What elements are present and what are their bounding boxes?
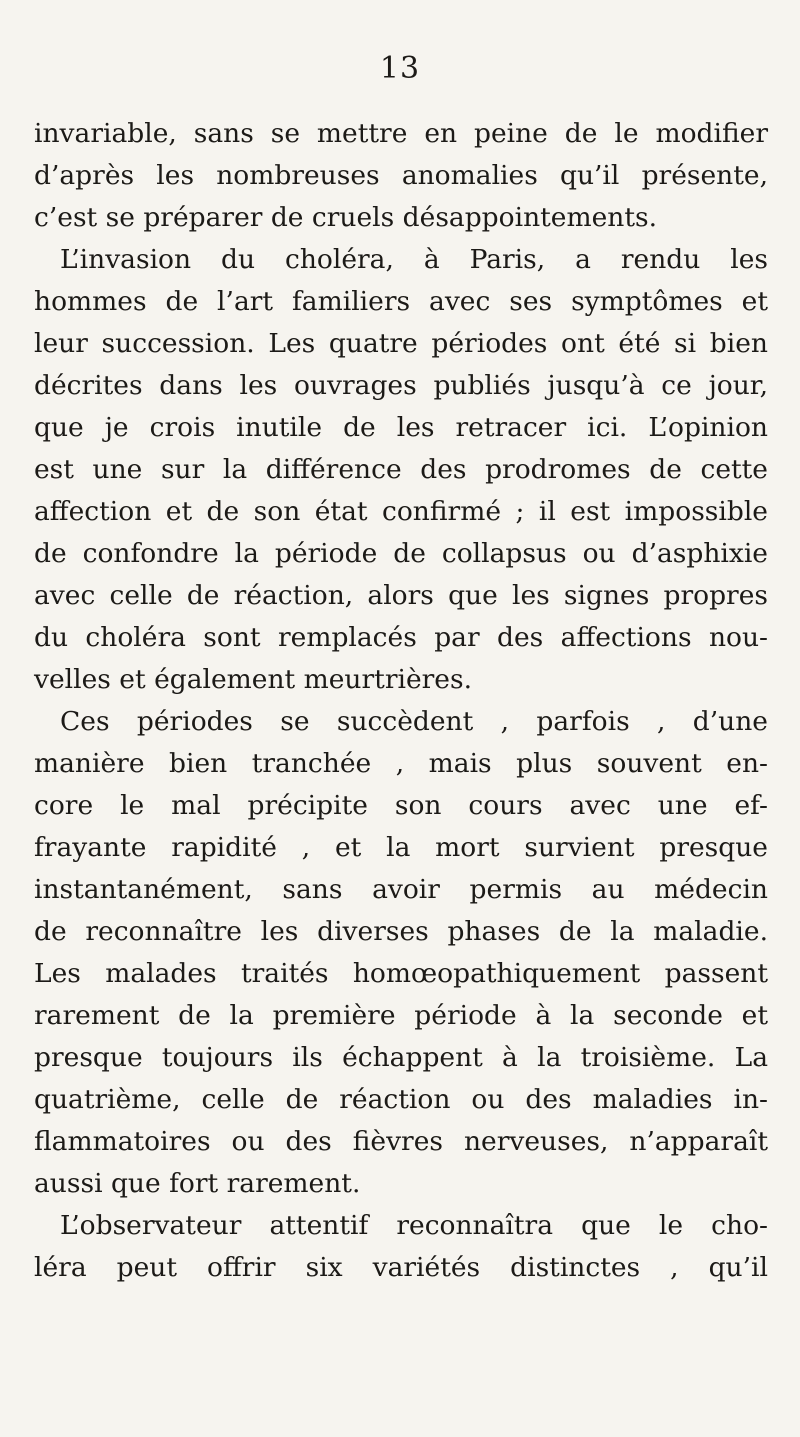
text-line: presque toujours ils échappent à la troisième. La: [34, 1042, 768, 1073]
text-line: flammatoires ou des fièvres nerveuses, n’apparaît: [34, 1126, 768, 1157]
text-line: est une sur la différence des prodromes de cette: [34, 454, 768, 485]
text-line: c’est se préparer de cruels désappointements.: [34, 202, 658, 233]
text-line: hommes de l’art familiers avec ses symptômes et: [34, 286, 768, 317]
text-line: Ces périodes se succèdent , parfois , d’une: [60, 706, 768, 737]
text-line: L’observateur attentif reconnaîtra que le cho-: [60, 1210, 768, 1241]
text-line: core le mal précipite son cours avec une ef-: [34, 790, 768, 821]
text-line: invariable, sans se mettre en peine de le modifier: [34, 118, 768, 149]
text-line: affection et de son état confirmé ; il est impossible: [34, 496, 768, 527]
text-line: frayante rapidité , et la mort survient presque: [34, 832, 768, 863]
text-line: du choléra sont remplacés par des affections nou-: [34, 622, 768, 653]
text-line: velles et également meurtrières.: [34, 664, 473, 695]
text-line: décrites dans les ouvrages publiés jusqu’à ce jour,: [34, 370, 768, 401]
text-line: de confondre la période de collapsus ou d’asphixie: [34, 538, 768, 569]
text-line: L’invasion du choléra, à Paris, a rendu les: [60, 244, 768, 275]
text-line: d’après les nombreuses anomalies qu’il présente,: [34, 160, 768, 191]
text-line: quatrième, celle de réaction ou des maladies in-: [34, 1084, 768, 1115]
text-line: avec celle de réaction, alors que les signes propres: [34, 580, 768, 611]
text-line: aussi que fort rarement.: [34, 1168, 361, 1199]
text-line: rarement de la première période à la seconde et: [34, 1000, 768, 1031]
text-line: de reconnaître les diverses phases de la maladie.: [34, 916, 768, 947]
text-line: Les malades traités homœopathiquement passent: [34, 958, 768, 989]
text-line: léra peut offrir six variétés distinctes , qu’il: [34, 1252, 768, 1283]
text-line: que je crois inutile de les retracer ici. L’opinion: [34, 412, 768, 443]
text-line: leur succession. Les quatre périodes ont été si bien: [34, 328, 768, 359]
page-number: 13: [379, 51, 421, 86]
text-line: manière bien tranchée , mais plus souvent en-: [34, 748, 768, 779]
text-line: instantanément, sans avoir permis au médecin: [34, 874, 768, 905]
